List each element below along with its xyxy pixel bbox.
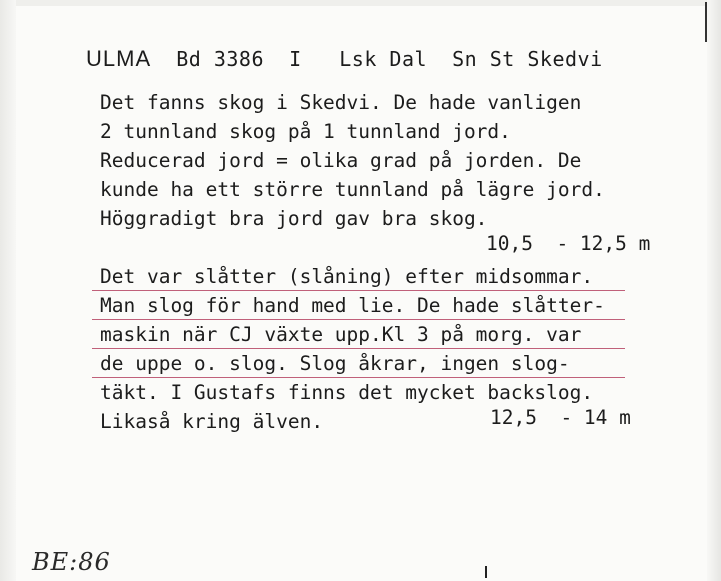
corner-mark bbox=[705, 2, 707, 42]
measurement-range-2: 12,5 - 14 m bbox=[490, 406, 631, 429]
card-edge-right bbox=[707, 0, 721, 581]
header-word: ULMA bbox=[86, 46, 152, 71]
text-line-ruled bbox=[100, 320, 605, 349]
text-line: täkt. I Gustafs finns det mycket backslog. bbox=[100, 381, 594, 404]
measurement-range-1: 10,5 - 12,5 m bbox=[486, 232, 651, 255]
text-line: kunde ha ett större tunnland på lägre jord. bbox=[100, 178, 605, 201]
header-reference: Bd 3386 I Lsk Dal Sn St Skedvi bbox=[176, 47, 603, 71]
card-body bbox=[100, 88, 605, 436]
text-line: Höggradigt bra jord gav bra skog. bbox=[100, 207, 488, 230]
ink-mark bbox=[485, 566, 487, 578]
card-edge-top bbox=[0, 0, 721, 6]
text-line-content: de uppe o. slog. Slog åkrar, ingen slog- bbox=[100, 352, 570, 375]
card-header bbox=[86, 46, 603, 72]
text-line-content: Det var slåtter (slåning) efter midsommar. bbox=[100, 265, 594, 288]
text-line-content: Man slog för hand med lie. De hade slåtter- bbox=[100, 294, 605, 317]
text-line: Det fanns skog i Skedvi. De hade vanligen bbox=[100, 91, 582, 114]
text-line: 2 tunnland skog på 1 tunnland jord. bbox=[100, 120, 511, 143]
text-line: Likaså kring älven. bbox=[100, 410, 324, 433]
card-edge-left bbox=[0, 0, 16, 581]
text-line-ruled bbox=[100, 291, 605, 320]
handwritten-note: BE:86 bbox=[32, 548, 111, 576]
text-line-ruled bbox=[100, 262, 605, 291]
text-line-content: maskin när CJ växte upp.Kl 3 på morg. var bbox=[100, 323, 582, 346]
text-line: Reducerad jord = olika grad på jorden. De bbox=[100, 149, 582, 172]
text-line-ruled bbox=[100, 349, 605, 378]
